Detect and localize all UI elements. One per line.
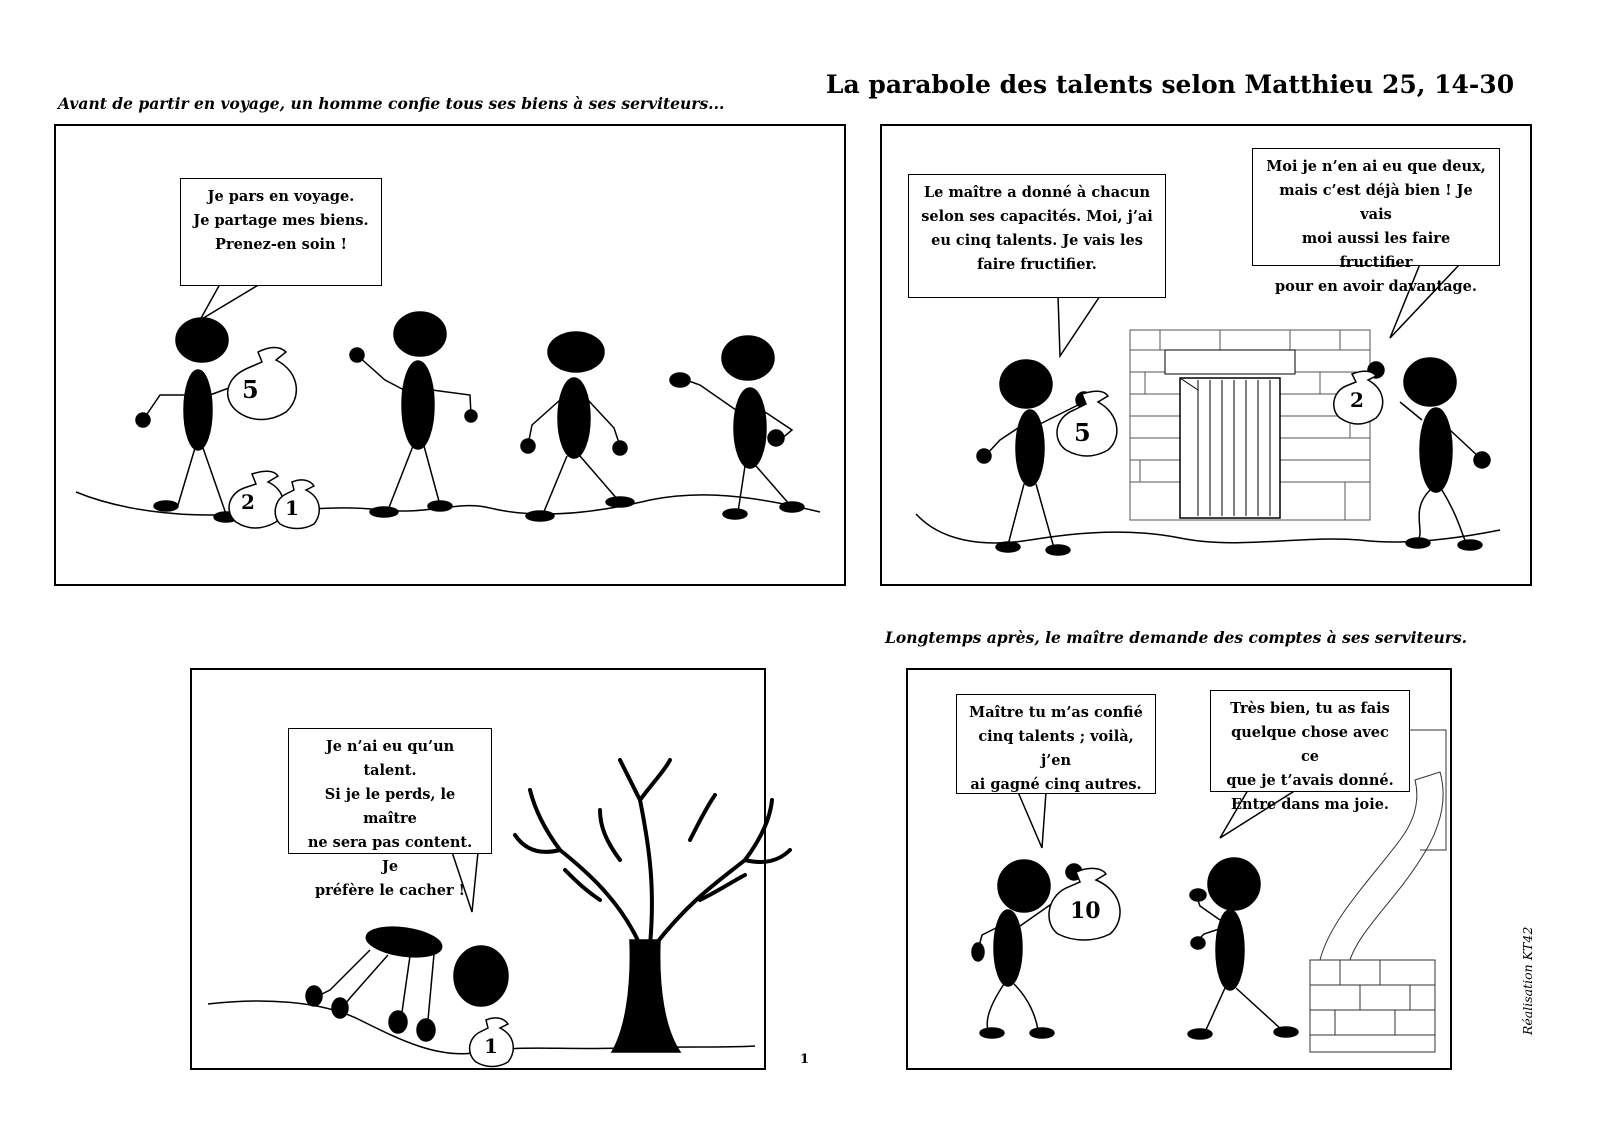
caption-intro: Avant de partir en voyage, un homme confie tous ses biens à ses serviteurs... xyxy=(58,94,725,113)
speech-bubble-five-talents: Le maître a donné à chacun selon ses capacités. Moi, j’ai eu cinq talents. Je vais les faire fructifier. xyxy=(908,174,1166,298)
caption-later: Longtemps après, le maître demande des comptes à ses serviteurs. xyxy=(885,628,1468,647)
bag-label: 5 xyxy=(1074,418,1091,447)
money-bag-icon xyxy=(228,348,297,420)
bag-label: 5 xyxy=(242,375,259,404)
bubble-tail xyxy=(1018,792,1046,848)
speech-bubble-one-talent: Je n’ai eu qu’un talent. Si je le perds, le maître ne sera pas content. Je préfère le cacher ! xyxy=(288,728,492,854)
page-number: 1 xyxy=(800,1052,810,1067)
speech-bubble-master-departure: Je pars en voyage. Je partage mes biens. Prenez-en soin ! xyxy=(180,178,382,286)
page-title: La parabole des talents selon Matthieu 25, 14-30 xyxy=(825,70,1515,99)
bag-label: 1 xyxy=(285,496,299,520)
bag-label: 2 xyxy=(241,490,255,514)
speech-bubble-two-talents: Moi je n’en ai eu que deux, mais c’est déjà bien ! Je vais moi aussi les faire fructifier pour en avoir davantage. xyxy=(1252,148,1500,266)
bag-label: 2 xyxy=(1350,388,1364,412)
bubble-tail xyxy=(1058,296,1100,356)
credit-text: Réalisation KT42 xyxy=(1520,926,1535,1035)
speech-bubble-ten-talents: Maître tu m’as confié cinq talents ; voilà, j’en ai gagné cinq autres. xyxy=(956,694,1156,794)
bubble-tail xyxy=(200,284,260,320)
speech-bubble-master-praise: Très bien, tu as fais quelque chose avec ce que je t’avais donné. Entre dans ma joie. xyxy=(1210,690,1410,792)
money-bag-icon xyxy=(229,471,284,528)
bag-label: 1 xyxy=(484,1034,498,1058)
bag-label: 10 xyxy=(1070,898,1101,924)
